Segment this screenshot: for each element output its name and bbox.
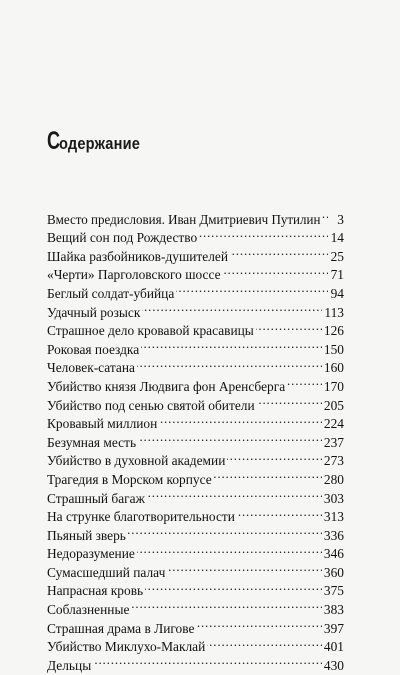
heading-initial: С xyxy=(47,127,61,155)
toc-entry-page: 375 xyxy=(323,583,344,599)
dot-leader xyxy=(287,372,322,391)
toc-entry-title: На струнке благотворительности xyxy=(47,509,235,525)
toc-entry-page: 224 xyxy=(323,416,344,432)
toc-entry-title: Убийство князя Людвига фон Аренсберга xyxy=(47,378,286,394)
dot-leader xyxy=(128,521,322,540)
toc-entry-page: 430 xyxy=(323,657,344,673)
toc-entry-page: 205 xyxy=(323,397,344,413)
toc-entry-title: Удачный розыск xyxy=(47,304,141,320)
dot-leader xyxy=(167,558,322,577)
toc-entry-title: Человек-сатана xyxy=(47,360,135,376)
toc-entry-page: 113 xyxy=(324,304,344,320)
dot-leader xyxy=(223,261,328,280)
dot-leader xyxy=(230,242,328,261)
dot-leader xyxy=(207,633,322,652)
toc-entry-title: Пьяный зверь xyxy=(47,527,126,543)
dot-leader xyxy=(142,298,322,317)
toc-entry-page: 237 xyxy=(323,434,344,450)
toc-entry-title: Недоразумение xyxy=(47,546,135,562)
toc-entry-page: 126 xyxy=(323,323,344,339)
toc-entry-page: 160 xyxy=(323,360,344,376)
dot-leader xyxy=(199,224,328,243)
toc-entry-page: 336 xyxy=(323,527,344,543)
toc-entry-page: 273 xyxy=(323,453,344,469)
dot-leader xyxy=(93,651,322,670)
toc-entry-title: Убийство в духовной академии xyxy=(47,453,226,469)
dot-leader xyxy=(147,484,322,503)
toc-entry-title: Роковая поездка xyxy=(47,341,140,357)
toc-entry-title: Вещий сон под Рождество xyxy=(47,230,198,246)
dot-leader xyxy=(137,540,322,559)
dot-leader xyxy=(159,410,322,429)
toc-entry-title: Беглый солдат-убийца xyxy=(47,285,175,301)
toc-entry-page: 346 xyxy=(323,546,344,562)
dot-leader xyxy=(131,595,322,614)
dot-leader xyxy=(227,447,322,466)
dot-leader xyxy=(214,465,322,484)
toc-entry-page: 170 xyxy=(323,378,344,394)
toc-entry-page: 401 xyxy=(323,639,344,655)
toc-entry-title: «Черти» Парголовского шоссе xyxy=(47,267,221,283)
dot-leader xyxy=(257,391,322,410)
toc-entry-title: Страшная драма в Лигове xyxy=(47,620,195,636)
toc-entry-page: 313 xyxy=(323,509,344,525)
toc-entry-page: 397 xyxy=(323,620,344,636)
toc-entry-title: Убийство под сенью святой обители xyxy=(47,397,255,413)
table-of-contents xyxy=(47,205,344,673)
toc-entry-title: Трагедия в Морском корпусе xyxy=(47,471,212,487)
toc-entry-page: 303 xyxy=(323,490,344,506)
toc-entry-title: Соблазненные xyxy=(47,602,130,618)
toc-entry-title: Напрасная кровь xyxy=(47,583,144,599)
toc-entry-title: Дельцы xyxy=(47,657,92,673)
toc-entry-title: Убийство Миклухо-Маклай xyxy=(47,639,206,655)
toc-entry-page: 383 xyxy=(323,602,344,618)
toc-entry-page: 3 xyxy=(337,211,344,227)
contents-heading xyxy=(47,129,153,154)
dot-leader xyxy=(237,503,322,522)
toc-entry-title: Сумасшедший палач xyxy=(47,564,166,580)
toc-entry-title: Вместо предисловия. Иван Дмитриевич Путилин xyxy=(47,211,321,227)
dot-leader xyxy=(138,428,322,447)
toc-entry-page: 25 xyxy=(330,248,344,264)
heading-text: одержание xyxy=(59,134,141,153)
toc-entry-title: Шайка разбойников-душителей xyxy=(47,248,229,264)
dot-leader xyxy=(145,577,322,596)
dot-leader xyxy=(176,279,328,298)
toc-entry-page: 71 xyxy=(330,267,344,283)
toc-entry-page: 94 xyxy=(330,285,344,301)
toc-entry-page: 14 xyxy=(330,230,344,246)
toc-entry-title: Страшный багаж xyxy=(47,490,145,506)
toc-entry xyxy=(47,205,344,227)
toc-entry-title: Безумная месть xyxy=(47,434,137,450)
toc-entry-page: 150 xyxy=(323,341,344,357)
dot-leader xyxy=(196,614,321,633)
toc-entry-page: 360 xyxy=(323,564,344,580)
toc-entry-title: Кровавый миллион xyxy=(47,416,158,432)
dot-leader xyxy=(256,317,322,336)
toc-entry-page: 280 xyxy=(323,471,344,487)
dot-leader xyxy=(322,205,328,224)
toc-entry-title: Страшное дело кровавой красавицы xyxy=(47,323,254,339)
dot-leader xyxy=(141,335,322,354)
dot-leader xyxy=(137,354,322,373)
